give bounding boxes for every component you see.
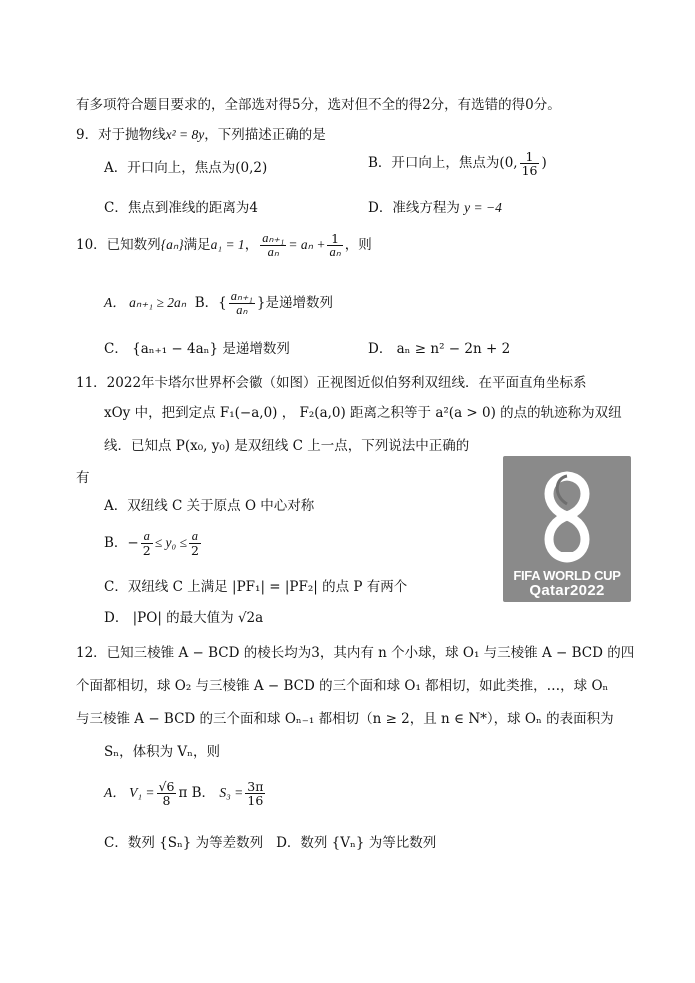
q12-line2: 个面都相切，球 O₂ 与三棱锥 A − BCD 的三个面和球 O₁ 都相切，如此类推，…，球 Oₙ [76,678,609,694]
q9-option-d [368,200,502,216]
q10-option-c: C． {aₙ₊₁ − 4aₙ} 是递增数列 [104,341,290,357]
q9-option-d-eq: y = −4 [464,200,502,215]
q11-line4: 有 [76,470,90,486]
q11-option-b-pre: B． [104,535,128,552]
q12-line4: Sₙ，体积为 Vₙ，则 [104,744,220,760]
q12-line1: 12．已知三棱锥 A − BCD 的棱长均为3，其内有 n 个小球，球 O₁ 与三棱锥 A − BCD 的四 [76,645,635,661]
q11-b-frac1 [141,530,153,557]
q11-option-d: D． |PO| 的最大值为 √2a [104,610,264,626]
q10-eq-mid: = aₙ + [288,237,326,253]
q12-a-frac [157,780,177,807]
q9-option-b: B．开口向上，焦点为(0, $\frac{1}{16}$ ) [368,149,547,179]
q12-options-cd [104,835,436,851]
q11-b-frac2 [189,530,201,557]
q10-option-b-fraction [229,290,255,317]
q9-stem [76,127,326,143]
q11-b-mid: ≤ y₀ ≤ [154,535,187,551]
q9-option-b-pre: B．开口向上，焦点为 [368,155,500,172]
q10-frac1-num: aₙ₊₁ [262,231,285,245]
q11-option-a: A．双纽线 C 关于原点 O 中心对称 [104,498,315,514]
q12-b-den: 16 [247,793,264,809]
q12-line3: 与三棱锥 A − BCD 的三个面和球 Oₙ₋₁ 都相切（n ≥ 2，且 n ∈ N*），球 Oₙ 的表面积为 [76,711,614,727]
q9-option-d-pre: D．准线方程为 [368,200,460,216]
q10-stem-c: ，则 [344,237,372,254]
q9-option-b-fraction [520,150,540,177]
q9-stem-a: 9．对于抛物线 [76,127,166,143]
q12-options-ab [104,780,267,807]
instructions-text: 有多项符合题目要求的，全部选对得5分，选对但不全的得2分，有选错的得0分。 [76,97,561,113]
q12-option-b-pre: S₃ = [219,785,244,801]
q10-frac1-den: aₙ [267,245,279,260]
q9-option-c: C．焦点到准线的距离为4 [104,200,258,216]
q12-option-a-post: π B． [178,785,216,802]
q11-line2: xOy 中，把到定点 F₁(−a,0) ， F₂(a,0) 距离之积等于 a²(a > 0) 的点的轨迹称为双纽 [104,405,622,421]
q10-b-den: aₙ [236,303,248,318]
q12-option-a-pre: A． V₁ = [104,785,155,801]
q10-stem-b: 满足 [183,237,211,254]
q10-option-b-pre: B． [194,295,219,312]
q10-options-ab: A． aₙ₊₁ ≥ 2aₙ B．{ $\frac{\text{aₙ₊₁}}{\text{aₙ}}$ }是递增数列 [104,289,333,318]
q12-option-d: D．数列 {Vₙ} 为等比数列 [276,835,437,851]
logo-text-qatar: Qatar2022 [529,582,605,599]
q11-line3: 线．已知点 P(x₀, y₀) 是双纽线 C 上一点，下列说法中正确的 [104,438,470,454]
q9-equation: x² = 8y [165,127,205,142]
q10-option-a: A． aₙ₊₁ ≥ 2aₙ [104,295,187,311]
q10-init: a₁ = 1 [210,237,245,253]
q10-seq: {aₙ} [160,237,184,253]
q9-option-a: A．开口向上，焦点为(0,2) [104,160,268,176]
q12-option-c: C．数列 {Sₙ} 为等差数列 [104,835,264,851]
q10-stem: 10．已知数列{aₙ}满足a₁ = 1， $\frac{\text{aₙ₊₁}}{\text{aₙ}}$ = aₙ + $\frac{1}{\text{aₙ}}$ ，则 [76,231,372,260]
q11-b-frac2-num: a [189,530,201,544]
q11-b-frac1-num: a [141,530,153,544]
q12-b-frac [245,780,265,807]
q10-frac1 [260,232,286,259]
q10-frac2 [327,232,342,259]
q10-frac2-den: aₙ [329,245,341,260]
q10-b-num: aₙ₊₁ [230,289,253,303]
q10-option-d: D． aₙ ≥ n² − 2n + 2 [368,341,511,357]
q11-line1: 11．2022年卡塔尔世界杯会徽（如图）正视图近似伯努利双纽线．在平面直角坐标系 [76,375,587,391]
q9-stem-b: ，下列描述正确的是 [204,127,326,143]
q11-option-b: B．− $\frac{a}{2}$ ≤ y₀ ≤ $\frac{a}{2}$ [104,529,199,559]
q9-b-den: 16 [521,163,538,179]
q11-b-frac2-den: 2 [190,543,199,559]
fifa-world-cup-logo [503,456,631,602]
q10-stem-a: 10．已知数列 [76,237,161,254]
q10-option-b-post: 是递增数列 [265,295,333,312]
q12-a-num: √6 [158,779,175,794]
q10-frac2-num: 1 [327,232,342,246]
q12-a-den: 8 [162,793,171,809]
logo-text-fifa: FIFA WORLD CUP [513,568,621,583]
q9-b-num: 1 [520,150,540,164]
q12-b-num: 3π [247,779,264,794]
q11-b-frac1-den: 2 [142,543,151,559]
q11-option-c: C．双纽线 C 上满足 |PF₁| = |PF₂| 的点 P 有两个 [104,579,408,595]
